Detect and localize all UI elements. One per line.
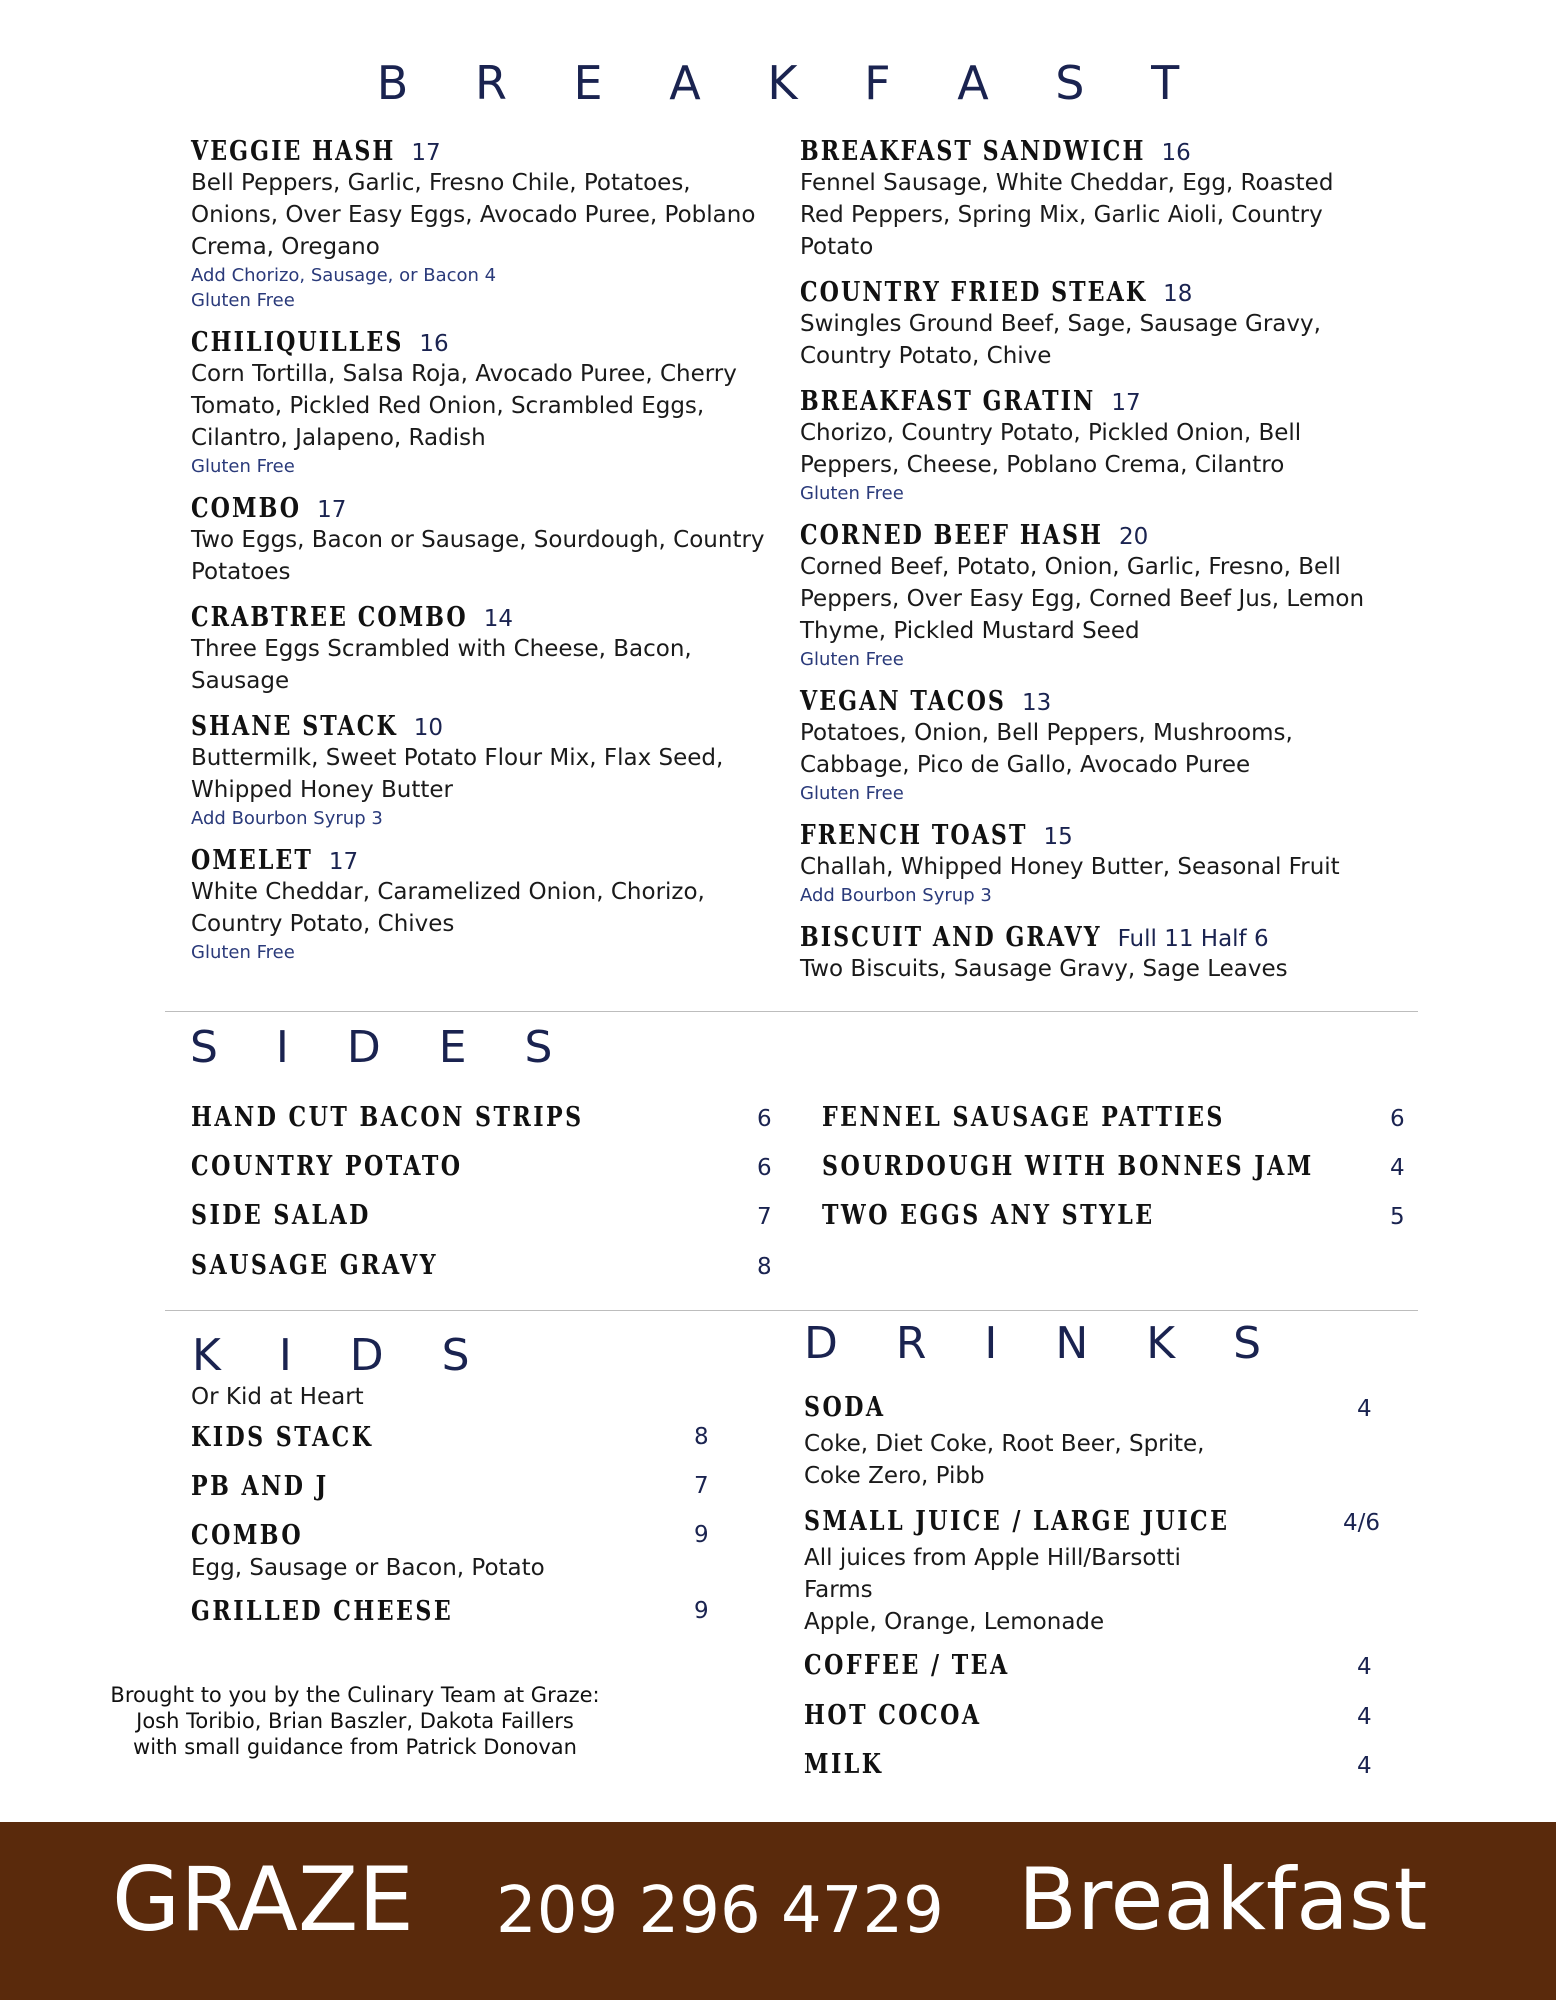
kids-item-name: GRILLED CHEESE (191, 1596, 454, 1627)
menu-item-header (191, 493, 771, 524)
menu-item (800, 820, 1380, 908)
side-item-price: 6 (757, 1106, 772, 1132)
kids-item-name: COMBO (191, 1520, 304, 1551)
menu-item-price: 10 (413, 715, 444, 741)
menu-item-description: Corn Tortilla, Salsa Roja, Avocado Puree, Cherry Tomato, Pickled Red Onion, Scrambled Eggs, Cilantro, Jalapeno, Radish (191, 361, 737, 451)
menu-item-name: VEGAN TACOS (800, 686, 1006, 717)
menu-item (191, 327, 771, 479)
kids-item-price: 9 (694, 1598, 709, 1624)
kids-item-price: 7 (694, 1473, 709, 1499)
menu-item-name: COUNTRY FRIED STEAK (800, 277, 1148, 308)
side-item-name: HAND CUT BACON STRIPS (191, 1102, 584, 1133)
menu-item-name: VEGGIE HASH (191, 136, 396, 167)
drinks-item-description: Coke Zero, Pibb (804, 1463, 985, 1489)
side-item-name: SIDE SALAD (191, 1200, 371, 1231)
menu-item (191, 602, 771, 697)
breakfast-left-column (191, 136, 771, 979)
menu-item (800, 922, 1380, 985)
side-item-price: 5 (1390, 1204, 1405, 1230)
menu-item-price: 16 (419, 331, 449, 357)
credits-line: with small guidance from Patrick Donovan (133, 1735, 577, 1759)
side-item-price: 4 (1390, 1155, 1405, 1181)
credits-line: Josh Toribio, Brian Baszler, Dakota Faillers (136, 1709, 574, 1733)
menu-item-price: 15 (1043, 824, 1073, 850)
menu-item-description: Potatoes, Onion, Bell Peppers, Mushrooms, Cabbage, Pico de Gallo, Avocado Puree (800, 720, 1293, 778)
drinks-item-description: Farms (804, 1577, 873, 1603)
footer-phone: 209 296 4729 (496, 1874, 944, 1948)
menu-item-name: SHANE STACK (191, 711, 398, 742)
menu-item-header (800, 922, 1380, 953)
menu-item-description: Bell Peppers, Garlic, Fresno Chile, Potatoes, Onions, Over Easy Eggs, Avocado Puree, Poblano Crema, Oregano (191, 170, 756, 260)
footer-brand: GRAZE (112, 1848, 414, 1951)
kids-title: K I D S (192, 1330, 492, 1381)
side-item-name: FENNEL SAUSAGE PATTIES (822, 1102, 1225, 1133)
side-item-name: TWO EGGS ANY STYLE (822, 1200, 1155, 1231)
drinks-item-name: MILK (804, 1749, 884, 1780)
menu-item-name: COMBO (191, 493, 302, 524)
drinks-item-description: Apple, Orange, Lemonade (804, 1609, 1105, 1635)
kids-item-name: PB AND J (191, 1471, 329, 1502)
credits (100, 1682, 610, 1760)
drinks-item-description: Coke, Diet Coke, Root Beer, Sprite, (804, 1431, 1205, 1457)
menu-item (191, 493, 771, 588)
kids-item-name: KIDS STACK (191, 1422, 374, 1453)
side-item-price: 7 (757, 1204, 772, 1230)
side-item-price: 8 (757, 1254, 772, 1280)
menu-item-price: 17 (328, 849, 359, 875)
drinks-item-price: 4 (1357, 1654, 1372, 1680)
menu-item-name: BREAKFAST SANDWICH (800, 136, 1146, 167)
menu-item (191, 136, 771, 313)
drinks-item-price: 4 (1357, 1753, 1372, 1779)
menu-item-note: Gluten Free (191, 456, 295, 477)
drinks-item-name: COFFEE / TEA (804, 1650, 1010, 1681)
menu-item-description: Challah, Whipped Honey Butter, Seasonal Fruit (800, 854, 1340, 880)
menu-item-name: BISCUIT AND GRAVY (800, 922, 1102, 953)
menu-item-price: 13 (1021, 690, 1052, 716)
menu-item-header (191, 711, 771, 742)
credits-line: Brought to you by the Culinary Team at Graze: (110, 1683, 600, 1707)
drinks-item-price: 4 (1357, 1396, 1372, 1422)
menu-item-note: Gluten Free (800, 483, 904, 504)
menu-item-header (191, 845, 771, 876)
drinks-item-name: SODA (804, 1392, 886, 1423)
menu-item-note: Add Chorizo, Sausage, or Bacon 4 (191, 265, 497, 286)
menu-item-description: Buttermilk, Sweet Potato Flour Mix, Flax Seed, Whipped Honey Butter (191, 745, 724, 803)
menu-item-name: FRENCH TOAST (800, 820, 1028, 851)
menu-item-header (800, 136, 1380, 167)
menu-item-description: Two Eggs, Bacon or Sausage, Sourdough, Country Potatoes (191, 527, 765, 585)
side-item-name: SOURDOUGH WITH BONNES JAM (822, 1151, 1314, 1182)
menu-item-price: 17 (1111, 390, 1141, 416)
menu-item-price: 14 (483, 606, 514, 632)
menu-item-description: Fennel Sausage, White Cheddar, Egg, Roasted Red Peppers, Spring Mix, Garlic Aioli, Country Potato (800, 170, 1334, 260)
side-item-price: 6 (1390, 1106, 1405, 1132)
menu-item-name: BREAKFAST GRATIN (800, 386, 1096, 417)
menu-item-note: Gluten Free (191, 942, 295, 963)
menu-item (800, 520, 1380, 672)
menu-item-price: 17 (411, 140, 441, 166)
drinks-title: D R I N K S (804, 1318, 1284, 1369)
menu-item-header (191, 602, 771, 633)
menu-item-name: CHILIQUILLES (191, 327, 404, 358)
sides-title: S I D E S (190, 1022, 575, 1073)
kids-item-description: Egg, Sausage or Bacon, Potato (191, 1555, 545, 1581)
menu-item (800, 136, 1380, 263)
menu-item-note: Add Bourbon Syrup 3 (800, 885, 992, 906)
breakfast-right-column (800, 136, 1380, 999)
menu-item-header (800, 386, 1380, 417)
menu-item (191, 711, 771, 831)
menu-item-price: 16 (1161, 140, 1191, 166)
menu-item-note: Gluten Free (800, 783, 904, 804)
menu-item-header (191, 136, 771, 167)
menu-item-description: Corned Beef, Potato, Onion, Garlic, Fresno, Bell Peppers, Over Easy Egg, Corned Beef Jus, Lemon Thyme, Pickled Mustard Seed (800, 554, 1365, 644)
kids-item-price: 8 (694, 1424, 709, 1450)
menu-item (191, 845, 771, 965)
side-item-price: 6 (757, 1155, 772, 1181)
menu-item-description: Swingles Ground Beef, Sage, Sausage Gravy, Country Potato, Chive (800, 311, 1321, 369)
footer-label: Breakfast (1018, 1850, 1428, 1950)
menu-item-description: Chorizo, Country Potato, Pickled Onion, Bell Peppers, Cheese, Poblano Crema, Cilantro (800, 420, 1302, 478)
menu-item-header (800, 277, 1380, 308)
menu-item-header (800, 686, 1380, 717)
drinks-item-name: HOT COCOA (804, 1700, 982, 1731)
menu-item-note: Add Bourbon Syrup 3 (191, 808, 383, 829)
menu-item (800, 386, 1380, 506)
menu-item-description: Three Eggs Scrambled with Cheese, Bacon, Sausage (191, 636, 692, 694)
menu-item-header (800, 520, 1380, 551)
divider (165, 1011, 1418, 1012)
breakfast-title: B R E A K F A S T (376, 56, 1206, 110)
footer-banner (0, 1822, 1556, 2000)
drinks-item-price: 4 (1357, 1704, 1372, 1730)
menu-item (800, 277, 1380, 372)
side-item-name: COUNTRY POTATO (191, 1151, 463, 1182)
menu-item-name: CORNED BEEF HASH (800, 520, 1104, 551)
menu-item-header (800, 820, 1380, 851)
side-item-name: SAUSAGE GRAVY (191, 1250, 438, 1281)
menu-item-price: 20 (1119, 524, 1149, 550)
menu-item-header (191, 327, 771, 358)
divider (165, 1310, 1418, 1311)
drinks-item-name: SMALL JUICE / LARGE JUICE (804, 1506, 1230, 1537)
menu-item-note: Gluten Free (191, 290, 295, 311)
drinks-item-description: All juices from Apple Hill/Barsotti (804, 1545, 1181, 1571)
menu-item-description: White Cheddar, Caramelized Onion, Chorizo, Country Potato, Chives (191, 879, 705, 937)
menu-item (800, 686, 1380, 806)
menu-item-price: 18 (1163, 281, 1193, 307)
menu-item-note: Gluten Free (800, 649, 904, 670)
menu-item-price: 17 (317, 497, 347, 523)
menu-item-name: OMELET (191, 845, 313, 876)
kids-subtitle: Or Kid at Heart (191, 1384, 364, 1410)
menu-item-name: CRABTREE COMBO (191, 602, 468, 633)
menu-item-price: Full 11 Half 6 (1117, 926, 1269, 952)
menu-item-description: Two Biscuits, Sausage Gravy, Sage Leaves (800, 956, 1288, 982)
kids-item-price: 9 (694, 1522, 709, 1548)
drinks-item-price: 4/6 (1343, 1510, 1381, 1536)
